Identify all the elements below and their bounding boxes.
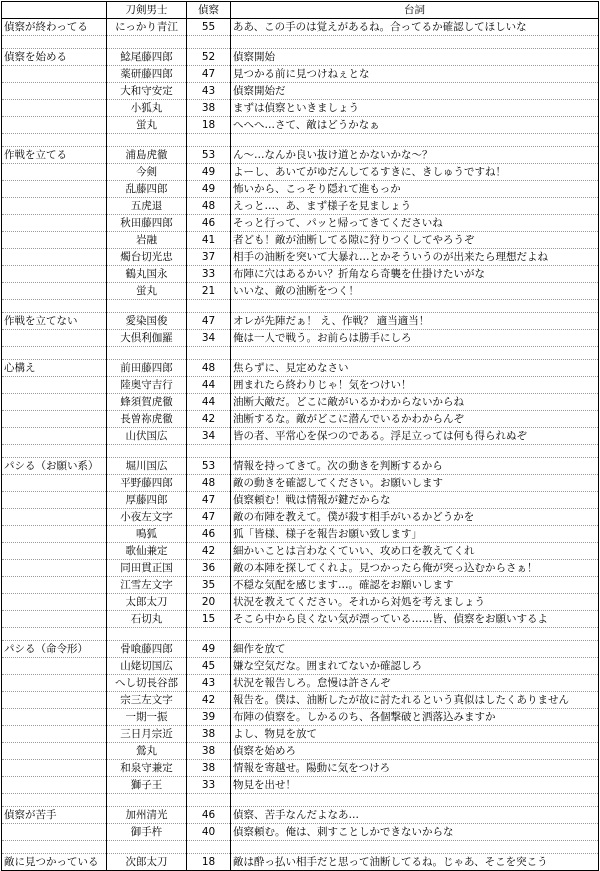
spacer-row	[2, 445, 599, 458]
spacer-cell	[187, 445, 231, 458]
line-cell: へへへ…さて、敵はどうかなぁ	[231, 117, 599, 134]
line-cell: 細かいことは言わなくていい、攻め口を教えてくれ	[231, 543, 599, 560]
sword-name-cell: 大倶利伽羅	[107, 330, 187, 347]
scout-value-cell: 39	[187, 709, 231, 726]
scout-value-cell: 47	[187, 313, 231, 330]
scout-value-cell: 49	[187, 164, 231, 181]
scout-value-cell: 53	[187, 147, 231, 164]
line-cell: 嫌な空気だな。囲まれてないか確認しろ	[231, 658, 599, 675]
category-cell	[2, 215, 107, 232]
table-row	[2, 411, 599, 428]
scout-value-cell: 52	[187, 49, 231, 66]
sword-name-cell: 宗三左文字	[107, 692, 187, 709]
line-cell: 敵の布陣を教えて。僕が殺す相手がいるかどうかを	[231, 509, 599, 526]
line-cell: 油断するな。敵がどこに潜んでいるかわからんぞ	[231, 411, 599, 428]
line-cell: 油断大敵だ。どこに敵がいるかわからないからね	[231, 394, 599, 411]
table-row	[2, 49, 599, 66]
sword-name-cell: 厚藤四郎	[107, 492, 187, 509]
category-cell	[2, 777, 107, 794]
line-cell: 偵察開始	[231, 49, 599, 66]
table-row	[2, 594, 599, 611]
spacer-cell	[187, 300, 231, 313]
table-row	[2, 709, 599, 726]
category-cell	[2, 543, 107, 560]
table-row	[2, 394, 599, 411]
sword-name-cell: 歌仙兼定	[107, 543, 187, 560]
sword-name-cell: 加州清光	[107, 807, 187, 824]
sword-name-cell: 鳴狐	[107, 526, 187, 543]
scout-value-cell: 53	[187, 458, 231, 475]
scout-value-cell: 55	[187, 19, 231, 36]
line-cell: 不穏な気配を感じます…。確認をお願いします	[231, 577, 599, 594]
sword-name-cell: 今剣	[107, 164, 187, 181]
line-cell: 布陣に穴はあるかい？折角なら奇襲を仕掛けたいがな	[231, 266, 599, 283]
table-row	[2, 100, 599, 117]
line-cell: 報告を。僕は、油断したが故に討たれるという真似はしたくありません	[231, 692, 599, 709]
scout-value-cell: 38	[187, 760, 231, 777]
line-cell: 囲まれたら終わりじゃ！気をつけい！	[231, 377, 599, 394]
scout-value-cell: 38	[187, 726, 231, 743]
table-body	[2, 19, 599, 871]
sword-name-cell: 薬研藤四郎	[107, 66, 187, 83]
line-cell: よーし、あいてがゆだんしてるすきに、きしゅうですね！	[231, 164, 599, 181]
table-row	[2, 692, 599, 709]
spacer-cell	[2, 300, 107, 313]
scout-value-cell: 46	[187, 215, 231, 232]
spacer-cell	[231, 445, 599, 458]
category-cell: パシる（お願い系）	[2, 458, 107, 475]
spacer-row	[2, 300, 599, 313]
line-cell: 怖いから、こっそり隠れて進もっか	[231, 181, 599, 198]
category-cell	[2, 611, 107, 628]
scout-lines-table	[1, 1, 599, 871]
spacer-cell	[107, 445, 187, 458]
line-cell: ん〜…なんか良い抜け道とかないかな〜？	[231, 147, 599, 164]
line-cell: よし、物見を放て	[231, 726, 599, 743]
category-cell	[2, 330, 107, 347]
spacer-cell	[231, 841, 599, 854]
category-cell: 敵に見つかっている	[2, 854, 107, 871]
line-cell: 偵察、苦手なんだよなあ…	[231, 807, 599, 824]
line-cell: オレが先陣だぁ！ え、作戦？ 適当適当！	[231, 313, 599, 330]
category-cell	[2, 164, 107, 181]
table-row	[2, 66, 599, 83]
scout-value-cell: 45	[187, 658, 231, 675]
scout-value-cell: 47	[187, 66, 231, 83]
spacer-cell	[2, 36, 107, 49]
table-row	[2, 675, 599, 692]
category-cell	[2, 232, 107, 249]
category-cell: 心構え	[2, 360, 107, 377]
line-cell: 相手の油断を突いて大暴れ…とかそういうのが出来たら理想だよね	[231, 249, 599, 266]
category-cell	[2, 377, 107, 394]
spacer-cell	[231, 300, 599, 313]
table-row	[2, 266, 599, 283]
table-row	[2, 283, 599, 300]
table-row	[2, 330, 599, 347]
table-row	[2, 492, 599, 509]
table-row	[2, 543, 599, 560]
table-row	[2, 726, 599, 743]
sword-name-cell: 太郎太刀	[107, 594, 187, 611]
sword-name-cell: 長曽祢虎徹	[107, 411, 187, 428]
category-cell: 偵察を始める	[2, 49, 107, 66]
table-row	[2, 313, 599, 330]
table-row	[2, 611, 599, 628]
spacer-row	[2, 36, 599, 49]
sword-name-cell: 乱藤四郎	[107, 181, 187, 198]
scout-value-cell: 46	[187, 526, 231, 543]
table-row	[2, 824, 599, 841]
line-cell: 情報を持ってきて。次の動きを判断するから	[231, 458, 599, 475]
category-cell	[2, 411, 107, 428]
line-cell: ああ、この手のは覚えがあるね。合ってるか確認してほしいな	[231, 19, 599, 36]
spacer-cell	[2, 347, 107, 360]
scout-value-cell: 37	[187, 249, 231, 266]
line-cell: いいな、敵の油断をつく！	[231, 283, 599, 300]
sword-name-cell: 和泉守兼定	[107, 760, 187, 777]
table-row	[2, 743, 599, 760]
scout-value-cell: 47	[187, 492, 231, 509]
scout-value-cell: 41	[187, 232, 231, 249]
table-row	[2, 658, 599, 675]
category-cell	[2, 560, 107, 577]
table-row	[2, 526, 599, 543]
line-cell: えっと…、あ、まず様子を見ましょう	[231, 198, 599, 215]
spacer-cell	[107, 300, 187, 313]
line-cell: 敵の本陣を探してくれよ。見つかったら俺が突っ込むからさぁ！	[231, 560, 599, 577]
category-cell	[2, 675, 107, 692]
table-row	[2, 377, 599, 394]
spacer-cell	[2, 841, 107, 854]
sword-name-cell: 次郎太刀	[107, 854, 187, 871]
sword-name-cell: 山伏国広	[107, 428, 187, 445]
category-cell	[2, 509, 107, 526]
category-cell	[2, 198, 107, 215]
sword-name-cell: 陸奥守吉行	[107, 377, 187, 394]
table-row	[2, 641, 599, 658]
category-cell	[2, 394, 107, 411]
scout-value-cell: 48	[187, 198, 231, 215]
table-row	[2, 577, 599, 594]
category-cell	[2, 492, 107, 509]
spacer-cell	[187, 36, 231, 49]
table-row	[2, 777, 599, 794]
category-cell	[2, 824, 107, 841]
category-cell	[2, 475, 107, 492]
sword-name-cell: 五虎退	[107, 198, 187, 215]
category-cell	[2, 83, 107, 100]
spacer-cell	[231, 36, 599, 49]
scout-value-cell: 40	[187, 824, 231, 841]
header-line: 台詞	[231, 2, 599, 19]
spacer-row	[2, 841, 599, 854]
spacer-cell	[2, 628, 107, 641]
line-cell: そこら中から良くない気が漂っている……皆、偵察をお願いするよ	[231, 611, 599, 628]
table-row	[2, 760, 599, 777]
sword-name-cell: 蛍丸	[107, 283, 187, 300]
spacer-cell	[107, 347, 187, 360]
table-row	[2, 360, 599, 377]
scout-value-cell: 35	[187, 577, 231, 594]
sword-name-cell: 大和守安定	[107, 83, 187, 100]
scout-value-cell: 49	[187, 641, 231, 658]
category-cell	[2, 100, 107, 117]
table-row	[2, 509, 599, 526]
table-row	[2, 249, 599, 266]
sword-name-cell: 同田貫正国	[107, 560, 187, 577]
sword-name-cell: 獅子王	[107, 777, 187, 794]
category-cell	[2, 66, 107, 83]
line-cell: 布陣の偵察を。しかるのち、各個撃破と洒落込みますか	[231, 709, 599, 726]
spacer-cell	[2, 134, 107, 147]
spacer-cell	[231, 794, 599, 807]
header-scout: 偵察	[187, 2, 231, 19]
line-cell: 狐「皆様、様子を報告お願い致します」	[231, 526, 599, 543]
sword-name-cell: 三日月宗近	[107, 726, 187, 743]
spacer-cell	[231, 628, 599, 641]
category-cell	[2, 760, 107, 777]
sword-name-cell: にっかり青江	[107, 19, 187, 36]
spacer-cell	[187, 134, 231, 147]
category-cell: 作戦を立てる	[2, 147, 107, 164]
category-cell	[2, 692, 107, 709]
line-cell: 敵は酔っ払い相手だと思って油断してるね。じゃあ、そこを突こう	[231, 854, 599, 871]
category-cell	[2, 266, 107, 283]
scout-value-cell: 49	[187, 181, 231, 198]
line-cell: 敵の動きを確認してください。お願いします	[231, 475, 599, 492]
scout-value-cell: 42	[187, 543, 231, 560]
header-row	[2, 2, 599, 19]
scout-value-cell: 47	[187, 509, 231, 526]
sword-name-cell: 秋田藤四郎	[107, 215, 187, 232]
spacer-row	[2, 628, 599, 641]
table-row	[2, 458, 599, 475]
spacer-row	[2, 794, 599, 807]
sword-name-cell: 一期一振	[107, 709, 187, 726]
spacer-cell	[187, 794, 231, 807]
table-row	[2, 215, 599, 232]
line-cell: 偵察頼む。俺は、刺すことしかできないからな	[231, 824, 599, 841]
category-cell	[2, 743, 107, 760]
sword-name-cell: 小狐丸	[107, 100, 187, 117]
scout-value-cell: 44	[187, 394, 231, 411]
table-row	[2, 428, 599, 445]
category-cell: 作戦を立てない	[2, 313, 107, 330]
spacer-cell	[2, 445, 107, 458]
line-cell: 見つかる前に見つけねぇとな	[231, 66, 599, 83]
sword-name-cell: 前田藤四郎	[107, 360, 187, 377]
scout-value-cell: 43	[187, 675, 231, 692]
category-cell	[2, 658, 107, 675]
category-cell: 偵察が苦手	[2, 807, 107, 824]
table-row	[2, 475, 599, 492]
scout-value-cell: 20	[187, 594, 231, 611]
category-cell	[2, 181, 107, 198]
sword-name-cell: 堀川国広	[107, 458, 187, 475]
sword-name-cell: 蛍丸	[107, 117, 187, 134]
sword-name-cell: 浦島虎徹	[107, 147, 187, 164]
category-cell	[2, 577, 107, 594]
sword-name-cell: 鯰尾藤四郎	[107, 49, 187, 66]
spacer-cell	[107, 36, 187, 49]
sword-name-cell: 石切丸	[107, 611, 187, 628]
sword-name-cell: 平野藤四郎	[107, 475, 187, 492]
category-cell	[2, 283, 107, 300]
line-cell: 者ども！敵が油断してる隙に狩りつくしてやろうぞ	[231, 232, 599, 249]
category-cell	[2, 117, 107, 134]
scout-value-cell: 18	[187, 854, 231, 871]
table-row	[2, 807, 599, 824]
spacer-cell	[187, 628, 231, 641]
category-cell	[2, 249, 107, 266]
table-row	[2, 83, 599, 100]
category-cell: 偵察が終わってる	[2, 19, 107, 36]
table-row	[2, 232, 599, 249]
spacer-cell	[107, 794, 187, 807]
line-cell: 皆の者、平常心を保つのである。浮足立っては何も得られぬぞ	[231, 428, 599, 445]
scout-value-cell: 43	[187, 83, 231, 100]
table-row	[2, 117, 599, 134]
scout-value-cell: 48	[187, 360, 231, 377]
line-cell: 偵察頼む！戦は情報が鍵だからな	[231, 492, 599, 509]
spacer-cell	[187, 841, 231, 854]
spacer-row	[2, 347, 599, 360]
category-cell	[2, 709, 107, 726]
sword-name-cell: 鶴丸国永	[107, 266, 187, 283]
sword-name-cell: 骨喰藤四郎	[107, 641, 187, 658]
spacer-cell	[107, 134, 187, 147]
scout-value-cell: 33	[187, 777, 231, 794]
scout-value-cell: 33	[187, 266, 231, 283]
category-cell	[2, 428, 107, 445]
table-row	[2, 854, 599, 871]
spacer-cell	[107, 841, 187, 854]
line-cell: 物見を出せ！	[231, 777, 599, 794]
scout-value-cell: 42	[187, 692, 231, 709]
line-cell: 偵察開始だ	[231, 83, 599, 100]
spacer-cell	[231, 347, 599, 360]
sword-name-cell: 蜂須賀虎徹	[107, 394, 187, 411]
spacer-cell	[2, 794, 107, 807]
line-cell: 偵察を始めろ	[231, 743, 599, 760]
category-cell	[2, 726, 107, 743]
scout-value-cell: 38	[187, 743, 231, 760]
scout-value-cell: 36	[187, 560, 231, 577]
scout-value-cell: 15	[187, 611, 231, 628]
table-row	[2, 147, 599, 164]
sword-name-cell: 山姥切国広	[107, 658, 187, 675]
scout-value-cell: 18	[187, 117, 231, 134]
line-cell: 焦らずに、見定めなさい	[231, 360, 599, 377]
category-cell	[2, 526, 107, 543]
category-cell: パシる（命令形）	[2, 641, 107, 658]
line-cell: そっと行って、パッと帰ってきてくださいね	[231, 215, 599, 232]
table-row	[2, 181, 599, 198]
scout-value-cell: 48	[187, 475, 231, 492]
sword-name-cell: 江雪左文字	[107, 577, 187, 594]
sword-name-cell: へし切長谷部	[107, 675, 187, 692]
scout-value-cell: 38	[187, 100, 231, 117]
sword-name-cell: 岩融	[107, 232, 187, 249]
line-cell: 細作を放て	[231, 641, 599, 658]
table-row	[2, 198, 599, 215]
scout-value-cell: 34	[187, 330, 231, 347]
header-sword: 刀剣男士	[107, 2, 187, 19]
line-cell: まずは偵察といきましょう	[231, 100, 599, 117]
table-row	[2, 164, 599, 181]
spacer-cell	[187, 347, 231, 360]
table-row	[2, 19, 599, 36]
line-cell: 状況を報告しろ。怠慢は許さんぞ	[231, 675, 599, 692]
sword-name-cell: 愛染国俊	[107, 313, 187, 330]
line-cell: 情報を寄越せ。陽動に気をつけろ	[231, 760, 599, 777]
spacer-row	[2, 134, 599, 147]
scout-value-cell: 42	[187, 411, 231, 428]
spacer-cell	[231, 134, 599, 147]
line-cell: 状況を教えてください。それから対処を考えましょう	[231, 594, 599, 611]
scout-value-cell: 34	[187, 428, 231, 445]
sword-name-cell: 御手杵	[107, 824, 187, 841]
sword-name-cell: 小夜左文字	[107, 509, 187, 526]
header-category	[2, 2, 107, 19]
scout-value-cell: 44	[187, 377, 231, 394]
scout-value-cell: 46	[187, 807, 231, 824]
sword-name-cell: 燭台切光忠	[107, 249, 187, 266]
scout-value-cell: 21	[187, 283, 231, 300]
spacer-cell	[107, 628, 187, 641]
sword-name-cell: 鶯丸	[107, 743, 187, 760]
table-row	[2, 560, 599, 577]
category-cell	[2, 594, 107, 611]
line-cell: 俺は一人で戦う。お前らは勝手にしろ	[231, 330, 599, 347]
